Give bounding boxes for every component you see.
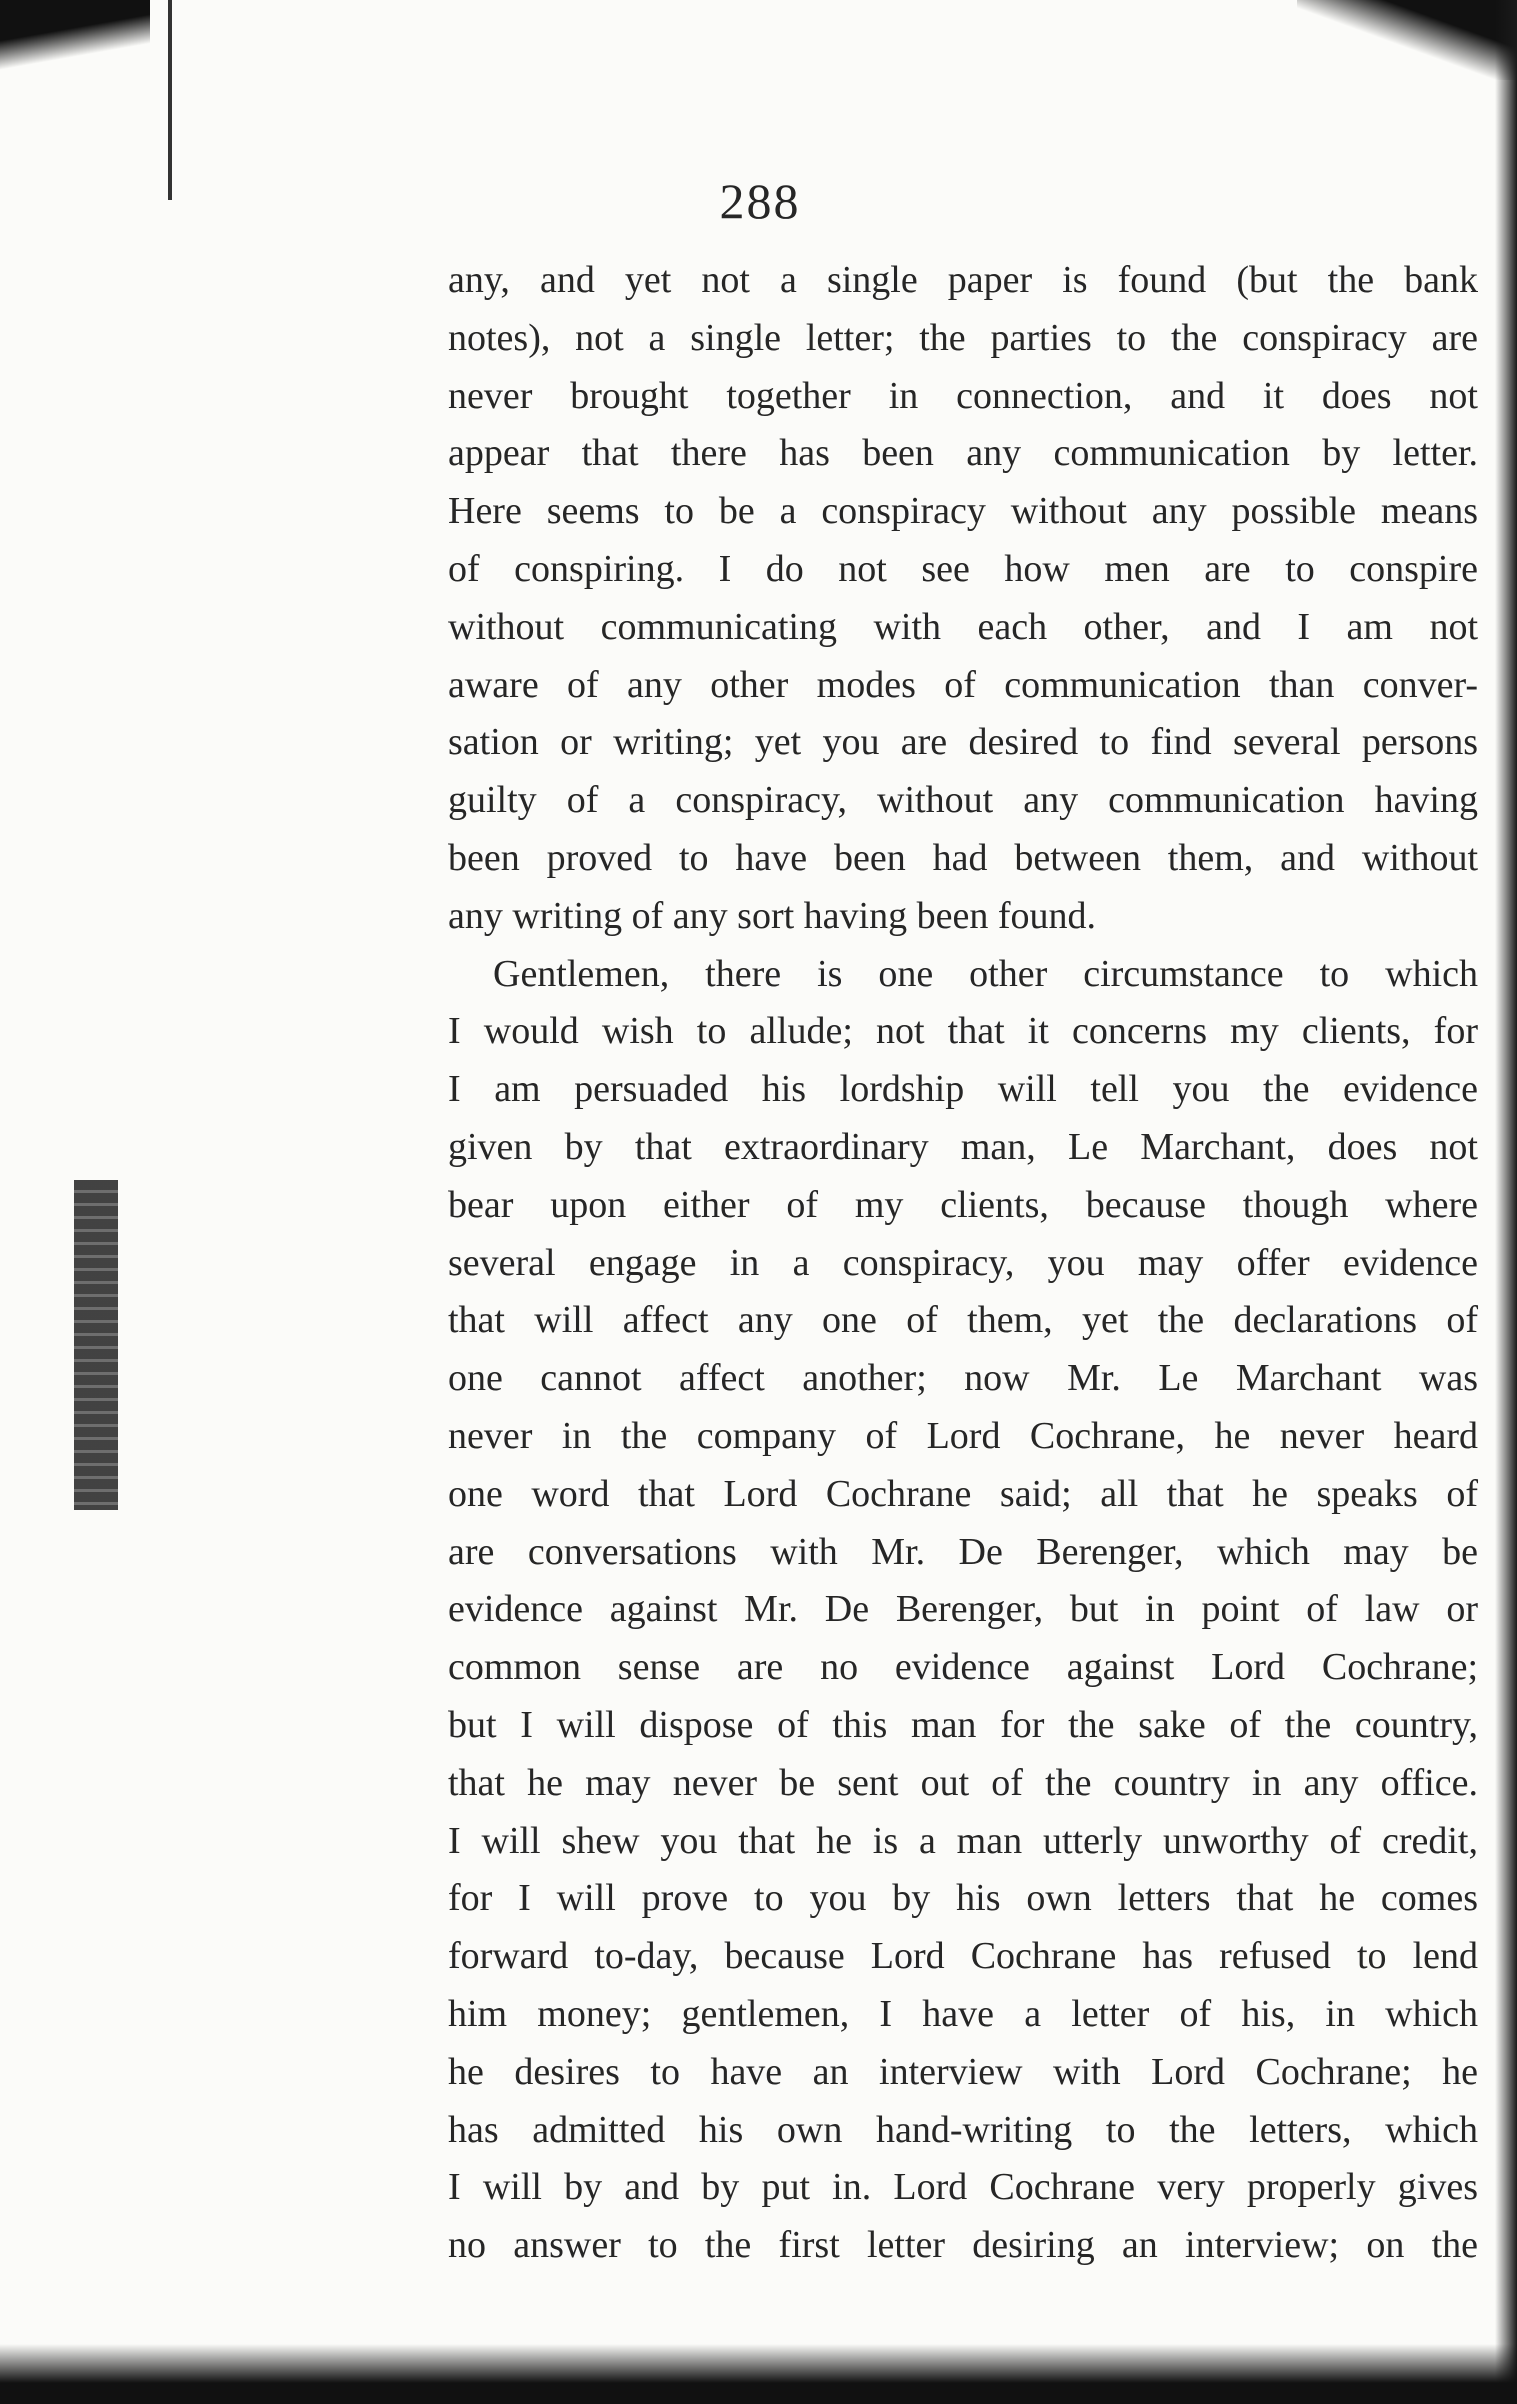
text-line: sation or writing; yet you are desired to find several persons: [448, 721, 1478, 764]
text-line: no answer to the first letter desiring an interview; on the: [448, 2224, 1478, 2267]
text-line: of conspiring. I do not see how men are to conspire: [448, 547, 1478, 590]
text-line: that he may never be sent out of the country in any office.: [448, 1761, 1478, 1804]
paragraph-start-line: Gentlemen, there is one other circumstance to which: [493, 952, 1478, 995]
text-line: without communicating with each other, and I am not: [448, 605, 1478, 648]
body-text: [448, 252, 1478, 2275]
text-line: forward to-day, because Lord Cochrane has refused to lend: [448, 1935, 1478, 1978]
text-line: him money; gentlemen, I have a letter of his, in which: [448, 1992, 1478, 2035]
text-line: that will affect any one of them, yet the declarations of: [448, 1299, 1478, 1342]
text-line: any, and yet not a single paper is found (but the bank: [448, 259, 1478, 301]
text-line: I will by and by put in. Lord Cochrane very properly gives: [448, 2166, 1478, 2209]
text-line: but I will dispose of this man for the sake of the country,: [448, 1703, 1478, 1746]
text-line: never in the company of Lord Cochrane, he never heard: [448, 1414, 1478, 1457]
text-line: been proved to have been had between them, and without: [448, 836, 1478, 879]
text-line: I am persuaded his lordship will tell you the evidence: [448, 1068, 1478, 1111]
text-line: are conversations with Mr. De Berenger, which may be: [448, 1530, 1478, 1573]
text-line: one cannot affect another; now Mr. Le Marchant was: [448, 1357, 1478, 1400]
binding-gutter-line: [168, 0, 172, 200]
text-line: for I will prove to you by his own letters that he comes: [448, 1877, 1478, 1920]
scan-edge-top-right: [1297, 0, 1517, 80]
scan-edge-top-left: [0, 0, 150, 90]
text-line: Here seems to be a conspiracy without any possible means: [448, 490, 1478, 533]
text-line: never brought together in connection, and it does not: [448, 374, 1478, 417]
text-line: any writing of any sort having been found.: [448, 894, 1096, 937]
text-line: given by that extraordinary man, Le Marchant, does not: [448, 1125, 1478, 1168]
scan-edge-bottom: [0, 2344, 1517, 2404]
scan-edge-right: [1495, 0, 1517, 2404]
text-line: appear that there has been any communication by letter.: [448, 432, 1478, 475]
page-number: 288: [719, 173, 801, 229]
text-line: several engage in a conspiracy, you may offer evidence: [448, 1241, 1478, 1284]
margin-ink-mark: [74, 1180, 118, 1510]
text-line: I will shew you that he is a man utterly unworthy of credit,: [448, 1819, 1478, 1862]
text-line: has admitted his own hand-writing to the letters, which: [448, 2108, 1478, 2151]
text-line: one word that Lord Cochrane said; all that he speaks of: [448, 1472, 1478, 1515]
text-line: he desires to have an interview with Lord Cochrane; he: [448, 2050, 1478, 2093]
text-line: guilty of a conspiracy, without any communication having: [448, 779, 1478, 822]
text-line: evidence against Mr. De Berenger, but in point of law or: [448, 1588, 1478, 1631]
text-line: common sense are no evidence against Lord Cochrane;: [448, 1646, 1478, 1689]
text-line: bear upon either of my clients, because though where: [448, 1183, 1478, 1226]
text-line: I would wish to allude; not that it concerns my clients, for: [448, 1010, 1478, 1053]
text-line: notes), not a single letter; the parties to the conspiracy are: [448, 316, 1478, 359]
text-line: aware of any other modes of communication than conver-: [448, 663, 1478, 706]
